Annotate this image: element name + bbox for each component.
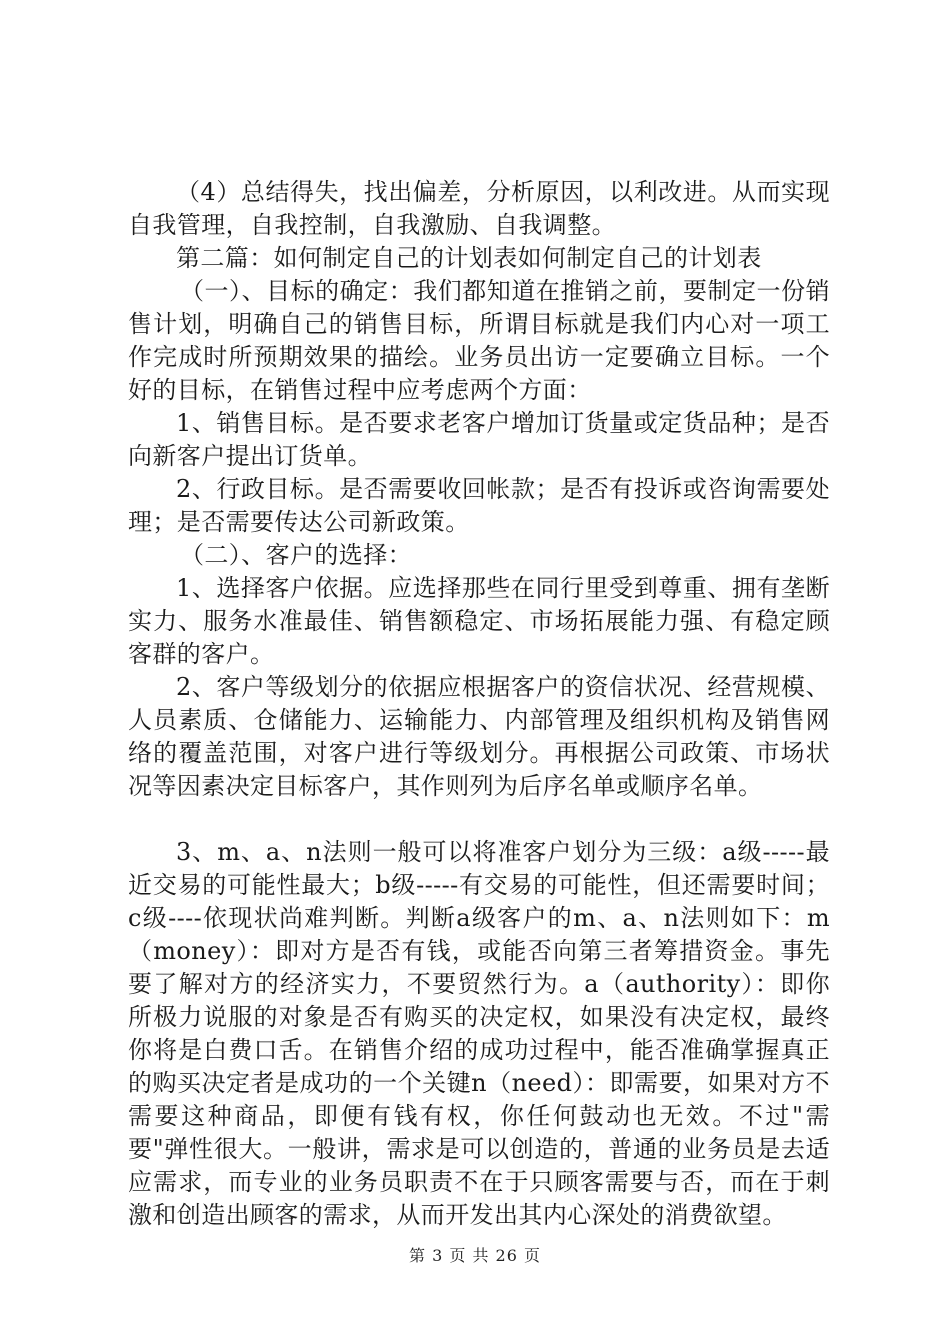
subsection-heading: （二）、客户的选择：: [180, 541, 412, 569]
paragraph-client-grading: 2、客户等级划分的依据应根据客户的资信状况、经营规模、人员素质、仓储能力、运输能力、内部管理及组织机构及销售网络的覆盖范围，对客户进行等级划分。再根据公司政策、市场状况等因素决定目标客户，其作则列为后序名单或顺序名单。: [128, 673, 830, 800]
paragraph-sales-goal: 1、销售目标。是否要求老客户增加订货量或定货品种；是否向新客户提出订货单。: [128, 409, 830, 470]
paragraph-goal-setting: （一）、目标的确定：我们都知道在推销之前，要制定一份销售计划，明确自己的销售目标，所谓目标就是我们内心对一项工作完成时所预期效果的描绘。业务员出访一定要确立目标。一个好的目标，在销售过程中应考虑两个方面：: [128, 277, 830, 404]
paragraph-client-basis: 1、选择客户依据。应选择那些在同行里受到尊重、拥有垄断实力、服务水准最佳、销售额稳定、市场拓展能力强、有稳定顾客群的客户。: [128, 574, 830, 668]
paragraph-summary: （4）总结得失，找出偏差，分析原因，以利改进。从而实现自我管理，自我控制，自我激励、自我调整。: [128, 178, 830, 239]
paragraph-gap: [128, 803, 830, 836]
paragraph-admin-goal: 2、行政目标。是否需要收回帐款；是否有投诉或咨询需要处理；是否需要传达公司新政策。: [128, 475, 830, 536]
paragraph-man-rule: 3、m、a、n法则一般可以将准客户划分为三级：a级-----最近交易的可能性最大；b级-----有交易的可能性，但还需要时间；c级----依现状尚难判断。判断a级客户的m、a、n法则如下：m（money）：即对方是否有钱，或能否向第三者筹措资金。事先要了解对方的经济实力，不要贸然行为。a（authority）：即你所极力说服的对象是否有购买的决定权，如果没有决定权，最终你将是白费口舌。在销售介绍的成功过程中，能否准确掌握真正的购买决定者是成功的一个关键n（need）：即需要，如果对方不需要这种商品，即便有钱有权，你任何鼓动也无效。不过"需要"弹性很大。一般讲，需求是可以创造的，普通的业务员是去适应需求，而专业的业务员职责不在于只顾客需要与否，而在于刺激和创造出顾客的需求，从而开发出其内心深处的消费欲望。: [128, 838, 830, 1229]
page-footer: 第 3 页 共 26 页: [409, 1246, 541, 1265]
section-heading: 第二篇：如何制定自己的计划表如何制定自己的计划表: [176, 244, 762, 272]
document-body: [128, 176, 830, 1232]
